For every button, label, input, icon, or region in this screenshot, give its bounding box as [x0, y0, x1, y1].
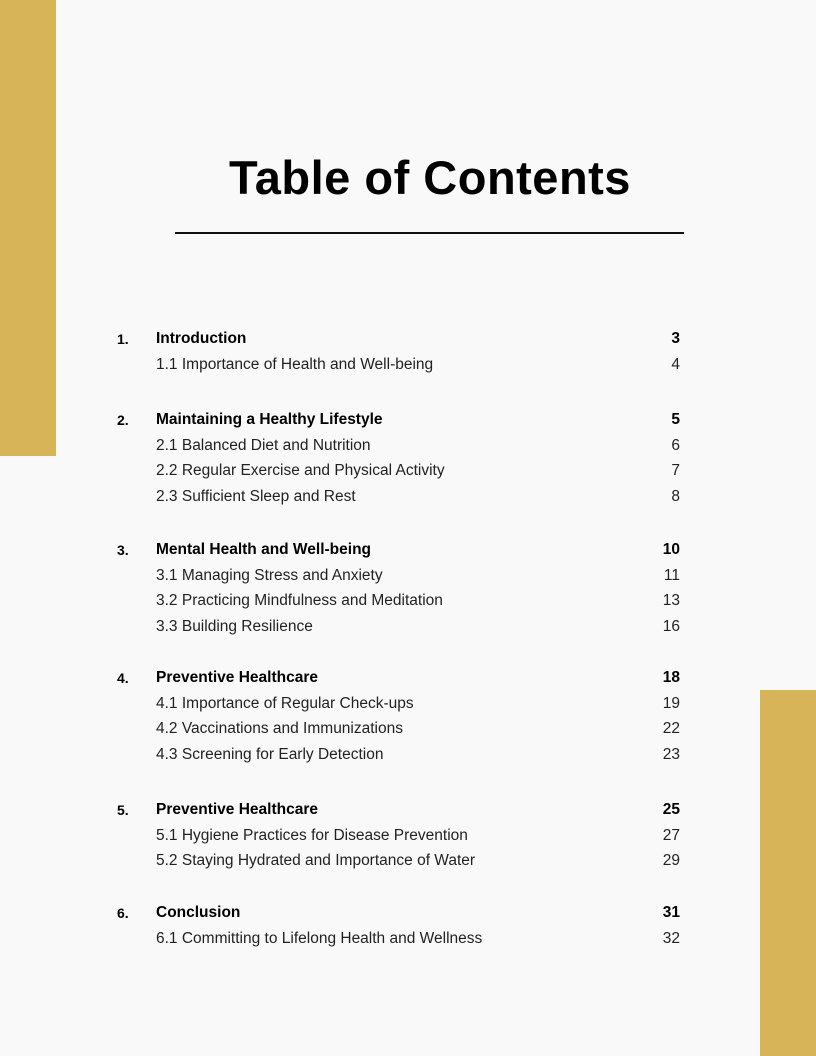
- entry-title: 5.2 Staying Hydrated and Importance of Water: [156, 852, 476, 870]
- entry-title: 2.2 Regular Exercise and Physical Activity: [156, 462, 445, 480]
- toc-section[interactable]: [0, 798, 816, 822]
- section-page-number: 3: [671, 330, 680, 347]
- toc-section[interactable]: [0, 901, 816, 925]
- toc-entry[interactable]: [0, 459, 816, 483]
- section-page-number: 18: [662, 669, 680, 686]
- entry-page-number: 4: [671, 355, 680, 373]
- toc-section[interactable]: [0, 538, 816, 562]
- entry-page-number: 23: [662, 746, 680, 764]
- left-accent-bar: [0, 0, 56, 456]
- section-title: Preventive Healthcare: [156, 801, 318, 818]
- entry-page-number: 8: [671, 488, 680, 506]
- section-title: Preventive Healthcare: [156, 669, 318, 686]
- page-title: Table of Contents: [229, 151, 631, 204]
- toc-section[interactable]: [0, 666, 816, 690]
- entry-title: 6.1 Committing to Lifelong Health and Wellness: [156, 929, 483, 947]
- section-number: 6.: [117, 905, 129, 921]
- section-number: 4.: [117, 670, 129, 686]
- entry-page-number: 19: [662, 694, 680, 712]
- entry-title: 3.3 Building Resilience: [156, 618, 313, 636]
- toc-section[interactable]: [0, 327, 816, 351]
- toc-entry[interactable]: [0, 353, 816, 377]
- toc-entry[interactable]: [0, 589, 816, 613]
- section-page-number: 10: [662, 541, 680, 558]
- toc-entry[interactable]: [0, 849, 816, 873]
- entry-title: 4.1 Importance of Regular Check-ups: [156, 694, 414, 712]
- entry-title: 2.1 Balanced Diet and Nutrition: [156, 436, 371, 454]
- entry-page-number: 27: [662, 826, 680, 844]
- toc-entry[interactable]: [0, 824, 816, 848]
- entry-page-number: 13: [662, 592, 680, 610]
- entry-page-number: 16: [662, 618, 680, 636]
- toc-entry[interactable]: [0, 717, 816, 741]
- entry-page-number: 11: [663, 566, 680, 584]
- toc-entry[interactable]: [0, 434, 816, 458]
- section-title: Maintaining a Healthy Lifestyle: [156, 411, 383, 428]
- entry-page-number: 22: [662, 720, 680, 738]
- section-number: 3.: [117, 542, 129, 558]
- entry-page-number: 6: [671, 436, 680, 454]
- section-number: 5.: [117, 802, 129, 818]
- entry-page-number: 32: [662, 929, 680, 947]
- entry-page-number: 7: [671, 462, 680, 480]
- entry-title: 4.3 Screening for Early Detection: [156, 746, 384, 764]
- section-page-number: 31: [662, 904, 680, 921]
- section-number: 2.: [117, 412, 129, 428]
- toc-section[interactable]: [0, 408, 816, 432]
- section-title: Introduction: [156, 330, 247, 347]
- toc-entry[interactable]: [0, 927, 816, 951]
- toc-entry[interactable]: [0, 692, 816, 716]
- entry-page-number: 29: [662, 852, 680, 870]
- section-title: Conclusion: [156, 904, 241, 921]
- section-number: 1.: [117, 331, 129, 347]
- toc-entry[interactable]: [0, 485, 816, 509]
- entry-title: 5.1 Hygiene Practices for Disease Prevention: [156, 826, 468, 844]
- entry-title: 1.1 Importance of Health and Well-being: [156, 355, 434, 373]
- entry-title: 4.2 Vaccinations and Immunizations: [156, 720, 403, 738]
- entry-title: 2.3 Sufficient Sleep and Rest: [156, 488, 356, 506]
- section-page-number: 5: [671, 411, 680, 428]
- entry-title: 3.2 Practicing Mindfulness and Meditation: [156, 592, 443, 610]
- toc-entry[interactable]: [0, 743, 816, 767]
- toc-entry[interactable]: [0, 615, 816, 639]
- title-divider: [175, 232, 684, 234]
- entry-title: 3.1 Managing Stress and Anxiety: [156, 566, 383, 584]
- section-title: Mental Health and Well-being: [156, 541, 372, 558]
- section-page-number: 25: [662, 801, 680, 818]
- toc-entry[interactable]: [0, 564, 816, 588]
